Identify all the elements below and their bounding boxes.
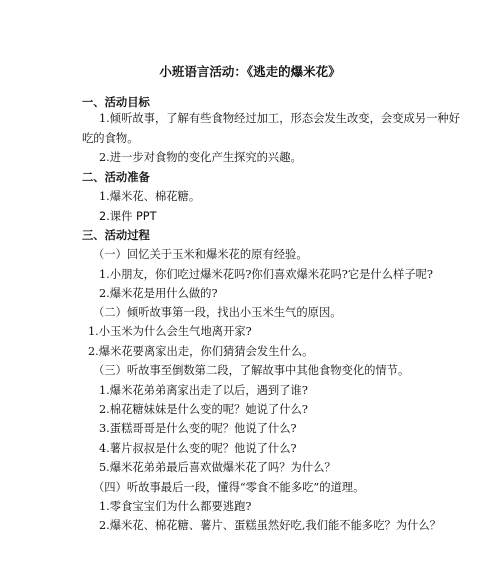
paragraph-line: 2.爆米花要离家出走，你们猜猜会发生什么。: [88, 345, 314, 358]
paragraph-line: 3.蛋糕哥哥是什么变的呢？他说了什么?: [99, 422, 297, 435]
paragraph-line: 吃的食物。: [82, 132, 139, 145]
paragraph-line: 1.零食宝宝们为什么都要逃跑?: [99, 500, 252, 513]
subsection-heading: （三）听故事至倒数第二段，了解故事中其他食物变化的情节。: [93, 364, 410, 377]
paragraph-line: 2.爆米花、棉花糖、薯片、蛋糕虽然好吃,我们能不能多吃？为什么？: [99, 519, 441, 532]
paragraph-line: 5.爆米花弟弟最后喜欢做爆米花了吗？为什么？: [99, 461, 336, 474]
section-heading-goals: 一、活动目标: [82, 96, 150, 109]
subsection-heading: （二）倾听故事第一段，找出小玉米生气的原因。: [93, 306, 342, 319]
paragraph-line: 1.小玉米为什么会生气地离开家?: [88, 325, 252, 338]
paragraph-line: 2.课件 PPT: [99, 210, 157, 223]
section-heading-preparation: 二、活动准备: [82, 171, 150, 184]
paragraph-line: 4.薯片叔叔是什么变的呢？他说了什么?: [99, 442, 297, 455]
paragraph-line: 1.小朋友，你们吃过爆米花吗?你们喜欢爆米花吗?它是什么样子呢?: [99, 268, 433, 281]
paragraph-line: 1.爆米花、棉花糖。: [99, 190, 201, 203]
section-heading-process: 三、活动过程: [82, 229, 150, 242]
paragraph-line: 2.进一步对食物的变化产生探究的兴趣。: [99, 151, 302, 164]
paragraph-line: 2.爆米花是用什么做的?: [99, 287, 218, 300]
document-title: 小班语言活动：《逃走的爆米花》: [159, 64, 341, 79]
subsection-heading: （四）听故事最后一段，懂得“零食不能多吃”的道理。: [93, 481, 365, 494]
paragraph-line: 1.爆米花弟弟离家出走了以后，遇到了谁?: [99, 384, 308, 397]
subsection-heading: （一）回忆关于玉米和爆米花的原有经验。: [93, 248, 308, 261]
paragraph-line: 1.倾听故事，了解有些食物经过加工，形态会发生改变，会变成另一种好: [99, 112, 460, 125]
paragraph-line: 2.棉花糖妹妹是什么变的呢？她说了什么?: [99, 403, 308, 416]
